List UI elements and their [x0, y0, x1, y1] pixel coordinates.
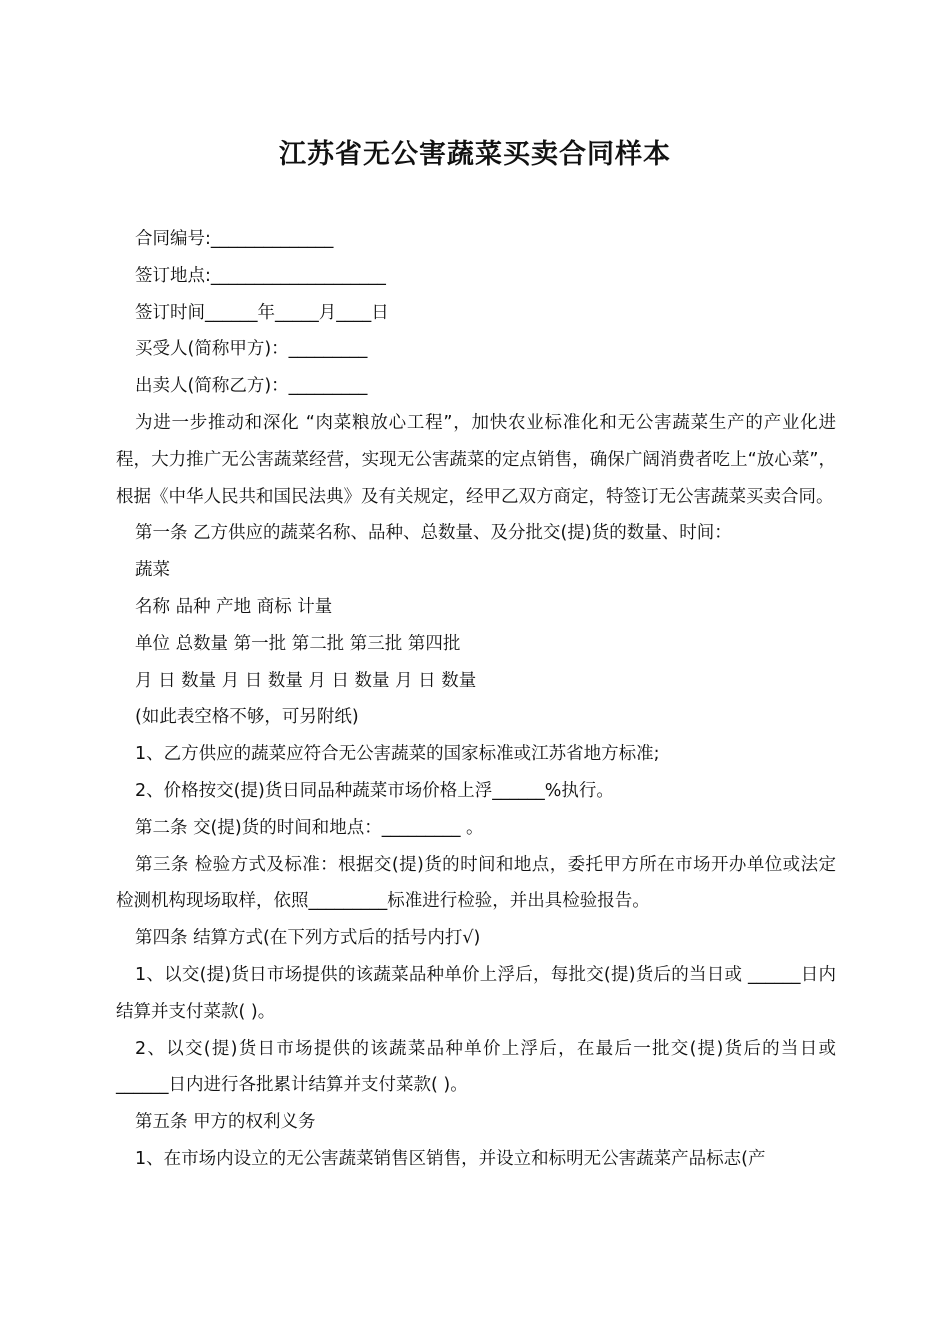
buyer-field: 买受人(简称甲方)：_________: [135, 339, 368, 360]
article-1-table-line: 蔬菜: [135, 560, 170, 581]
article-1-note: (如此表空格不够，可另附纸): [135, 707, 359, 728]
article-1-heading: 第一条 乙方供应的蔬菜名称、品种、总数量、及分批交(提)货的数量、时间：: [135, 523, 732, 544]
signing-time-field: 签订时间______年_____月____日: [135, 302, 389, 323]
contract-body: [116, 221, 836, 1178]
article-1-table-line: 单位 总数量 第一批 第二批 第三批 第四批: [135, 633, 461, 654]
contract-number-field: 合同编号:______________: [135, 229, 334, 249]
article-1-item-2: 2、价格按交(提)货日同品种蔬菜市场价格上浮______%执行。: [135, 780, 614, 801]
article-4-item-2: 2、以交(提)货日市场提供的该蔬菜品种单价上浮后，在最后一批交(提)货后的当日或______日内进行各批累计结算并支付菜款( )。: [116, 1038, 836, 1096]
article-5-item-1: 1、在市场内设立的无公害蔬菜销售区销售，并设立和标明无公害蔬菜产品标志(产: [135, 1148, 766, 1169]
preamble-paragraph: 为进一步推动和深化 “肉菜粮放心工程”，加快农业标准化和无公害蔬菜生产的产业化进程，大力推广无公害蔬菜经营，实现无公害蔬菜的定点销售，确保广阔消费者吃上“放心菜”，根据《中华人民共和国民法典》及有关规定，经甲乙双方商定，特签订无公害蔬菜买卖合同。: [116, 412, 836, 507]
seller-field: 出卖人(简称乙方)：_________: [135, 376, 368, 397]
article-1-item-1: 1、乙方供应的蔬菜应符合无公害蔬菜的国家标准或江苏省地方标准;: [135, 744, 660, 765]
article-5-heading: 第五条 甲方的权利义务: [135, 1112, 316, 1133]
page-title: 江苏省无公害蔬菜买卖合同样本: [279, 139, 671, 170]
article-2: 第二条 交(提)货的时间和地点：_________ 。: [135, 817, 484, 838]
article-1-table-line: 月 日 数量 月 日 数量 月 日 数量 月 日 数量: [135, 670, 477, 691]
article-1-table-line: 名称 品种 产地 商标 计量: [135, 596, 333, 617]
article-4-heading: 第四条 结算方式(在下列方式后的括号内打√): [135, 928, 481, 949]
article-4-item-1: 1、以交(提)货日市场提供的该蔬菜品种单价上浮后，每批交(提)货后的当日或 ______日内结算并支付菜款( )。: [116, 964, 836, 1022]
article-3: 第三条 检验方式及标准：根据交(提)货的时间和地点，委托甲方所在市场开办单位或法定检测机构现场取样，依照_________标准进行检验，并出具检验报告。: [116, 854, 836, 912]
signing-place-field: 签订地点:____________________: [135, 265, 386, 286]
